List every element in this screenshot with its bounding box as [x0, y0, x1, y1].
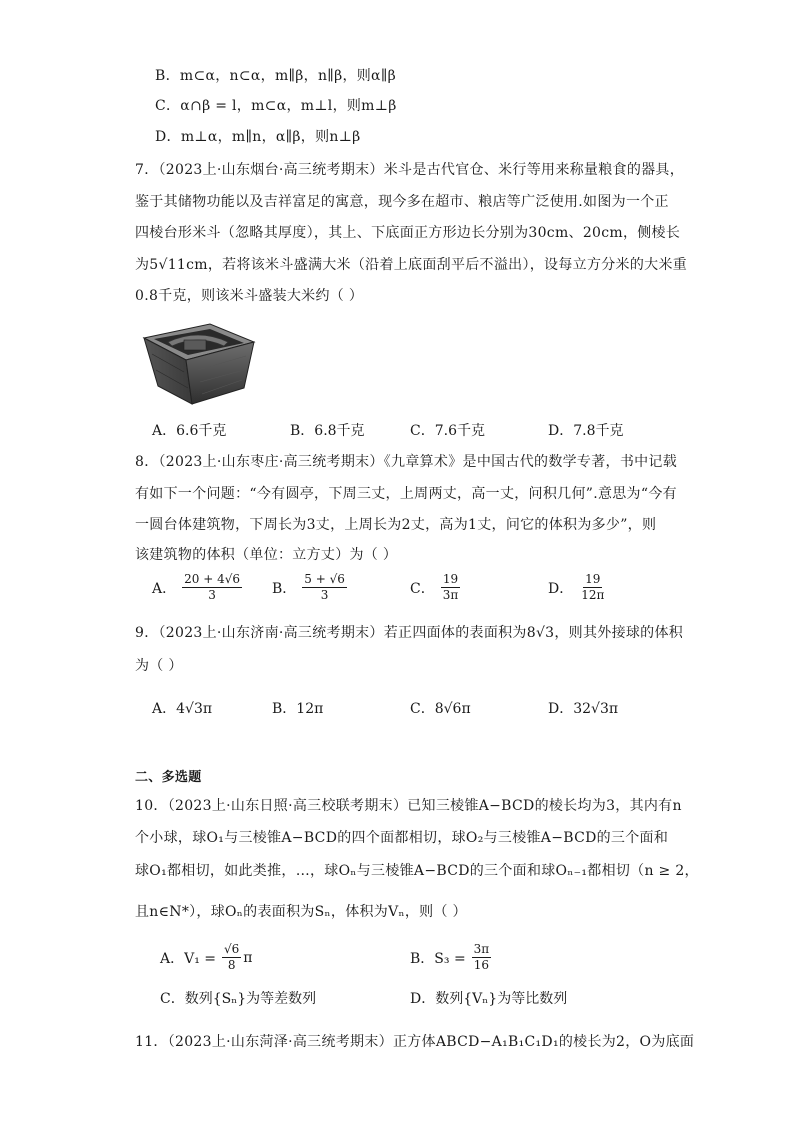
q7-stem-line5: 0.8千克，则该米斗盛装大米约（ ） — [135, 288, 364, 304]
q10-option-d[interactable]: D．数列{Vₙ}为等比数列 — [410, 991, 568, 1007]
q7-option-d[interactable]: D．7.8千克 — [548, 423, 624, 439]
q8-option-d-denominator: 12π — [581, 588, 605, 602]
q6-option-c[interactable]: C．α∩β = l，m⊂α，m⊥l，则m⊥β — [155, 98, 397, 114]
q9-option-c[interactable]: C．8√6π — [410, 701, 471, 717]
q6-option-b[interactable]: B．m⊂α，n⊂α，m∥β，n∥β，则α∥β — [155, 68, 396, 84]
q10-stem-line2: 个小球，球O₁与三棱锥A−BCD的四个面都相切，球O₂与三棱锥A−BCD的三个面和 — [135, 830, 669, 846]
q7-stem-line1: 7．（2023上·山东烟台·高三统考期末）米斗是古代官仓、米行等用来称量粮食的器具， — [135, 162, 685, 178]
q8-option-c-denominator: 3π — [442, 588, 459, 602]
q8-stem-line1: 8．（2023上·山东枣庄·高三统考期末）《九章算术》是中国古代的数学专著，书中记载 — [135, 454, 678, 470]
q10-stem-line4: 且n∈N*），球Oₙ的表面积为Sₙ，体积为Vₙ，则（ ） — [135, 904, 467, 920]
q8-option-c-label: C． — [410, 580, 435, 597]
q8-option-c-numerator: 19 — [442, 572, 459, 586]
q8-option-d-fraction — [579, 572, 606, 603]
q8-option-c[interactable] — [410, 572, 460, 603]
q9-option-b[interactable]: B．12π — [272, 701, 324, 717]
q8-option-b-fraction — [302, 572, 347, 603]
q10-option-b-denominator: 16 — [473, 958, 490, 972]
q8-option-a-numerator: 20 + 4√6 — [184, 572, 240, 586]
q8-stem-line2: 有如下一个问题：“今有圆亭，下周三丈，上周两丈，高一丈，问积几何”.意思为“今有 — [135, 486, 677, 502]
q10-option-c[interactable]: C．数列{Sₙ}为等差数列 — [160, 991, 317, 1007]
q7-option-b[interactable]: B．6.8千克 — [290, 423, 365, 439]
q10-option-b-fraction — [472, 942, 492, 973]
q7-stem-line2: 鉴于其储物功能以及吉祥富足的寓意，现今多在超市、粮店等广泛使用.如图为一个正 — [135, 194, 669, 210]
q6-option-d[interactable]: D．m⊥α，m∥n，α∥β，则n⊥β — [155, 129, 361, 145]
q10-option-a-fraction — [222, 942, 241, 973]
q8-stem-line4: 该建筑物的体积（单位：立方丈）为（ ） — [135, 547, 398, 563]
q8-option-b-numerator: 5 + √6 — [304, 572, 345, 586]
q11-stem-line1: 11．（2023上·山东菏泽·高三统考期末）正方体ABCD−A₁B₁C₁D₁的棱长为2，O为底面 — [135, 1034, 695, 1050]
q8-option-d-label: D． — [548, 580, 574, 597]
q8-option-a-label: A． — [152, 580, 177, 597]
q8-option-d[interactable] — [548, 572, 606, 603]
q10-option-a[interactable] — [160, 942, 253, 973]
q10-option-a-tail: π — [243, 949, 253, 966]
q8-option-c-fraction — [441, 572, 461, 603]
q8-option-b-label: B． — [272, 580, 297, 597]
q7-stem-line3: 四棱台形米斗（忽略其厚度），其上、下底面正方形边长分别为30cm、20cm，侧棱长 — [135, 225, 681, 241]
q9-option-a[interactable]: A．4√3π — [152, 701, 213, 717]
q8-option-a[interactable] — [152, 572, 242, 603]
q10-stem-line3: 球O₁都相切，如此类推，…，球Oₙ与三棱锥A−BCD的三个面和球Oₙ₋₁都相切（n ≥ 2， — [135, 863, 699, 879]
q10-option-a-denominator: 8 — [227, 958, 236, 972]
rice-measure-image — [140, 320, 258, 408]
q10-stem-line1: 10．（2023上·山东日照·高三校联考期末）已知三棱锥A−BCD的棱长均为3，其内有n — [135, 798, 682, 814]
q7-option-a[interactable]: A．6.6千克 — [152, 423, 227, 439]
q10-option-b[interactable] — [410, 942, 491, 973]
q9-option-d[interactable]: D．32√3π — [548, 701, 619, 717]
q10-option-a-label: A．V₁ = — [160, 950, 217, 967]
q9-stem-line1: 9．（2023上·山东济南·高三统考期末）若正四面体的表面积为8√3，则其外接球的体积 — [135, 625, 684, 641]
q8-option-a-denominator: 3 — [208, 588, 216, 602]
q7-stem-line4: 为5√11cm，若将该米斗盛满大米（沿着上底面刮平后不溢出），设每立方分米的大米重 — [135, 257, 688, 273]
rice-measure-illustration — [140, 320, 258, 408]
q8-option-b[interactable] — [272, 572, 347, 603]
q10-option-a-numerator: √6 — [224, 942, 240, 956]
q8-option-b-denominator: 3 — [320, 588, 329, 602]
q8-option-a-fraction — [182, 572, 242, 603]
q9-stem-line2: 为（ ） — [135, 658, 183, 674]
section-multi-choice-heading: 二、多选题 — [135, 770, 202, 785]
q7-option-c[interactable]: C．7.6千克 — [410, 423, 485, 439]
q8-option-d-numerator: 19 — [585, 572, 601, 586]
q8-stem-line3: 一圆台体建筑物，下周长为3丈，上周长为2丈，高为1丈，问它的体积为多少”，则 — [135, 517, 657, 533]
q10-option-b-numerator: 3π — [473, 942, 490, 956]
q10-option-b-label: B．S₃ = — [410, 950, 466, 967]
